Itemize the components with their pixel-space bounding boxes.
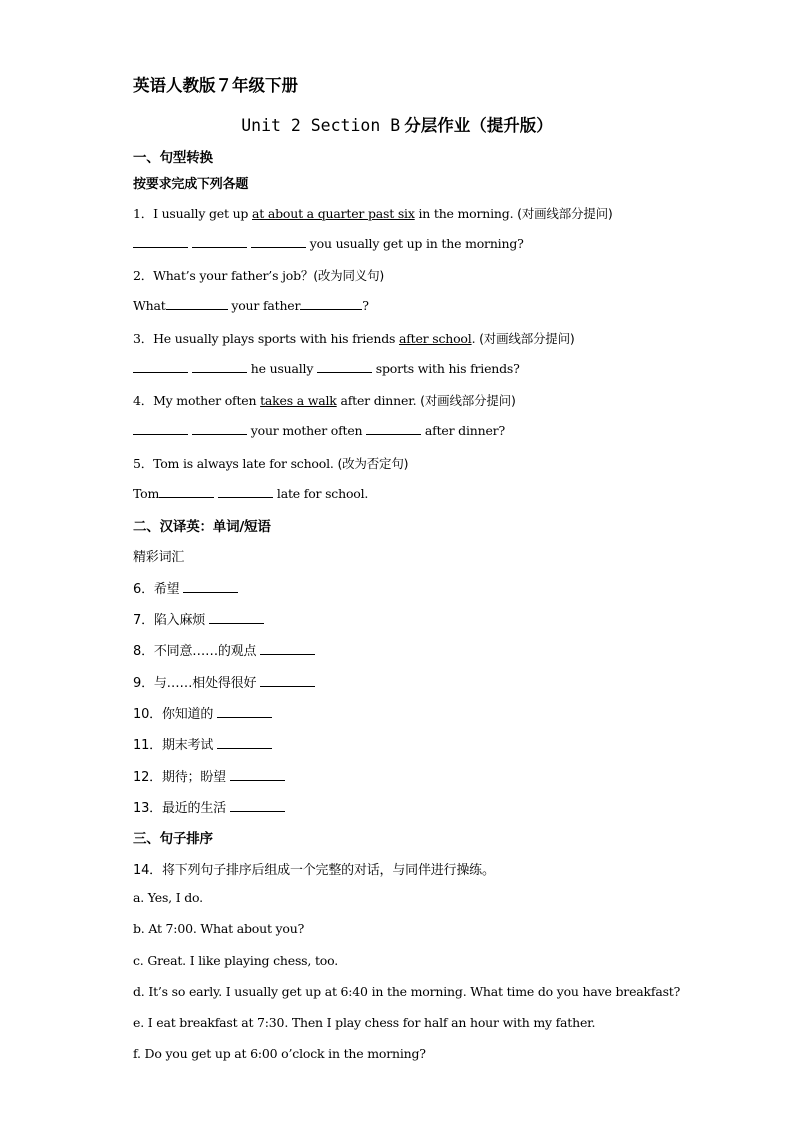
answer-blank[interactable] [192,360,247,373]
subtitle-type: 分层作业（提升版） [404,116,553,135]
item-text: 期待；盼望 [161,770,226,785]
answer-blank[interactable] [183,580,238,593]
vocab-item-12 [133,766,285,785]
question-note: (对画线部分提问) [479,331,575,346]
section-instruction: 按要求完成下列各题 [133,177,249,192]
question-5 [133,454,408,472]
item-text: 陷入麻烦 [153,613,206,628]
answer-line-5 [133,485,368,501]
dialogue-option-a: a. Yes, I do. [133,890,203,905]
answer-blank[interactable] [133,422,188,435]
answer-blank[interactable] [317,360,372,373]
answer-blank[interactable] [133,235,188,248]
answer-blank[interactable] [217,705,272,718]
answer-blank[interactable] [300,297,362,310]
item-number: 7． [133,613,154,628]
answer-text: he usually [247,361,317,376]
question-note: (改为否定句) [337,456,409,471]
item-number: 8． [133,644,154,659]
answer-text: late for school. [273,486,369,501]
dialogue-option-e: e. I eat breakfast at 7:30. Then I play chess for half an hour with my father. [133,1015,596,1030]
answer-text: What [133,298,166,313]
question-number: 3． [133,331,154,346]
section-heading-2: 二、汉译英：单词/短语 [133,519,271,535]
answer-text: Tom [133,486,160,501]
answer-blank[interactable] [192,235,247,248]
question-text: . [471,331,476,346]
question-text: My mother often [153,393,261,408]
question-3 [133,329,575,347]
document-subtitle [0,112,794,136]
answer-text: sports with his friends? [372,361,520,376]
answer-line-3 [133,360,520,376]
answer-blank[interactable] [230,768,285,781]
answer-blank[interactable] [251,235,306,248]
answer-blank[interactable] [217,736,272,749]
document-title: 英语人教版７年级下册 [133,76,298,95]
section-heading-1: 一、句型转换 [133,150,213,166]
question-note: (改为同义句) [313,268,385,283]
answer-text: your mother often [247,423,367,438]
question-text: I usually get up [153,206,252,221]
vocab-item-8 [133,640,315,659]
answer-blank[interactable] [260,674,315,687]
question-text: He usually plays sports with his friends [153,331,399,346]
question-text: after dinner. [336,393,417,408]
underlined-phrase: takes a walk [260,393,337,408]
dialogue-option-c: c. Great. I like playing chess, too. [133,953,338,968]
question-2 [133,266,384,284]
answer-blank[interactable] [192,422,247,435]
question-number: 5． [133,456,154,471]
vocab-item-9 [133,672,315,691]
answer-line-2 [133,297,369,313]
question-text: in the morning. [414,206,514,221]
dialogue-option-b: b. At 7:00. What about you? [133,921,305,936]
answer-line-4 [133,422,505,438]
question-text: What’s your father’s job？ [153,268,314,283]
item-text: 与……相处得很好 [153,676,257,691]
question-number: 2． [133,268,154,283]
vocab-item-10 [133,703,272,722]
answer-blank[interactable] [209,611,264,624]
item-text: 最近的生活 [161,801,226,816]
answer-text: your father [227,298,301,313]
item-number: 13． [133,801,162,816]
answer-blank[interactable] [166,297,228,310]
answer-text: ? [362,298,369,313]
item-number: 11． [133,738,162,753]
vocab-item-11 [133,734,272,753]
dialogue-option-d: d. It’s so early. I usually get up at 6:40 in the morning. What time do you have breakfast? [133,984,681,999]
answer-text: after dinner? [421,423,505,438]
item-text: 希望 [153,582,180,597]
item-number: 12． [133,770,162,785]
vocab-item-13 [133,797,285,816]
item-number: 10． [133,707,162,722]
underlined-phrase: after school [398,331,472,346]
item-text: 你知道的 [161,707,214,722]
vocab-item-7 [133,609,264,628]
vocab-item-6 [133,578,238,597]
section-subheading: 精彩词汇 [133,550,185,565]
question-1 [133,204,613,222]
answer-blank[interactable] [159,485,214,498]
question-4 [133,391,516,409]
answer-line-1 [133,235,524,251]
section-heading-3: 三、句子排序 [133,831,213,847]
item-number: 6． [133,582,154,597]
answer-blank[interactable] [260,642,315,655]
answer-blank[interactable] [230,799,285,812]
question-number: 1． [133,206,154,221]
answer-blank[interactable] [133,360,188,373]
subtitle-unit: Unit 2 Section B [241,116,401,135]
underlined-phrase: at about a quarter past six [252,206,415,221]
answer-blank[interactable] [366,422,421,435]
question-number: 4． [133,393,154,408]
answer-blank[interactable] [218,485,273,498]
question-note: (对画线部分提问) [517,206,613,221]
item-number: 9． [133,676,154,691]
answer-text: you usually get up in the morning? [306,236,524,251]
dialogue-option-f: f. Do you get up at 6:00 o’clock in the morning? [133,1046,426,1061]
question-note: (对画线部分提问) [420,393,516,408]
item-text: 不同意……的观点 [153,644,257,659]
question-14: 14．将下列句子排序后组成一个完整的对话，与同伴进行操练。 [133,863,495,878]
question-text: Tom is always late for school. [153,456,334,471]
item-text: 期末考试 [161,738,214,753]
